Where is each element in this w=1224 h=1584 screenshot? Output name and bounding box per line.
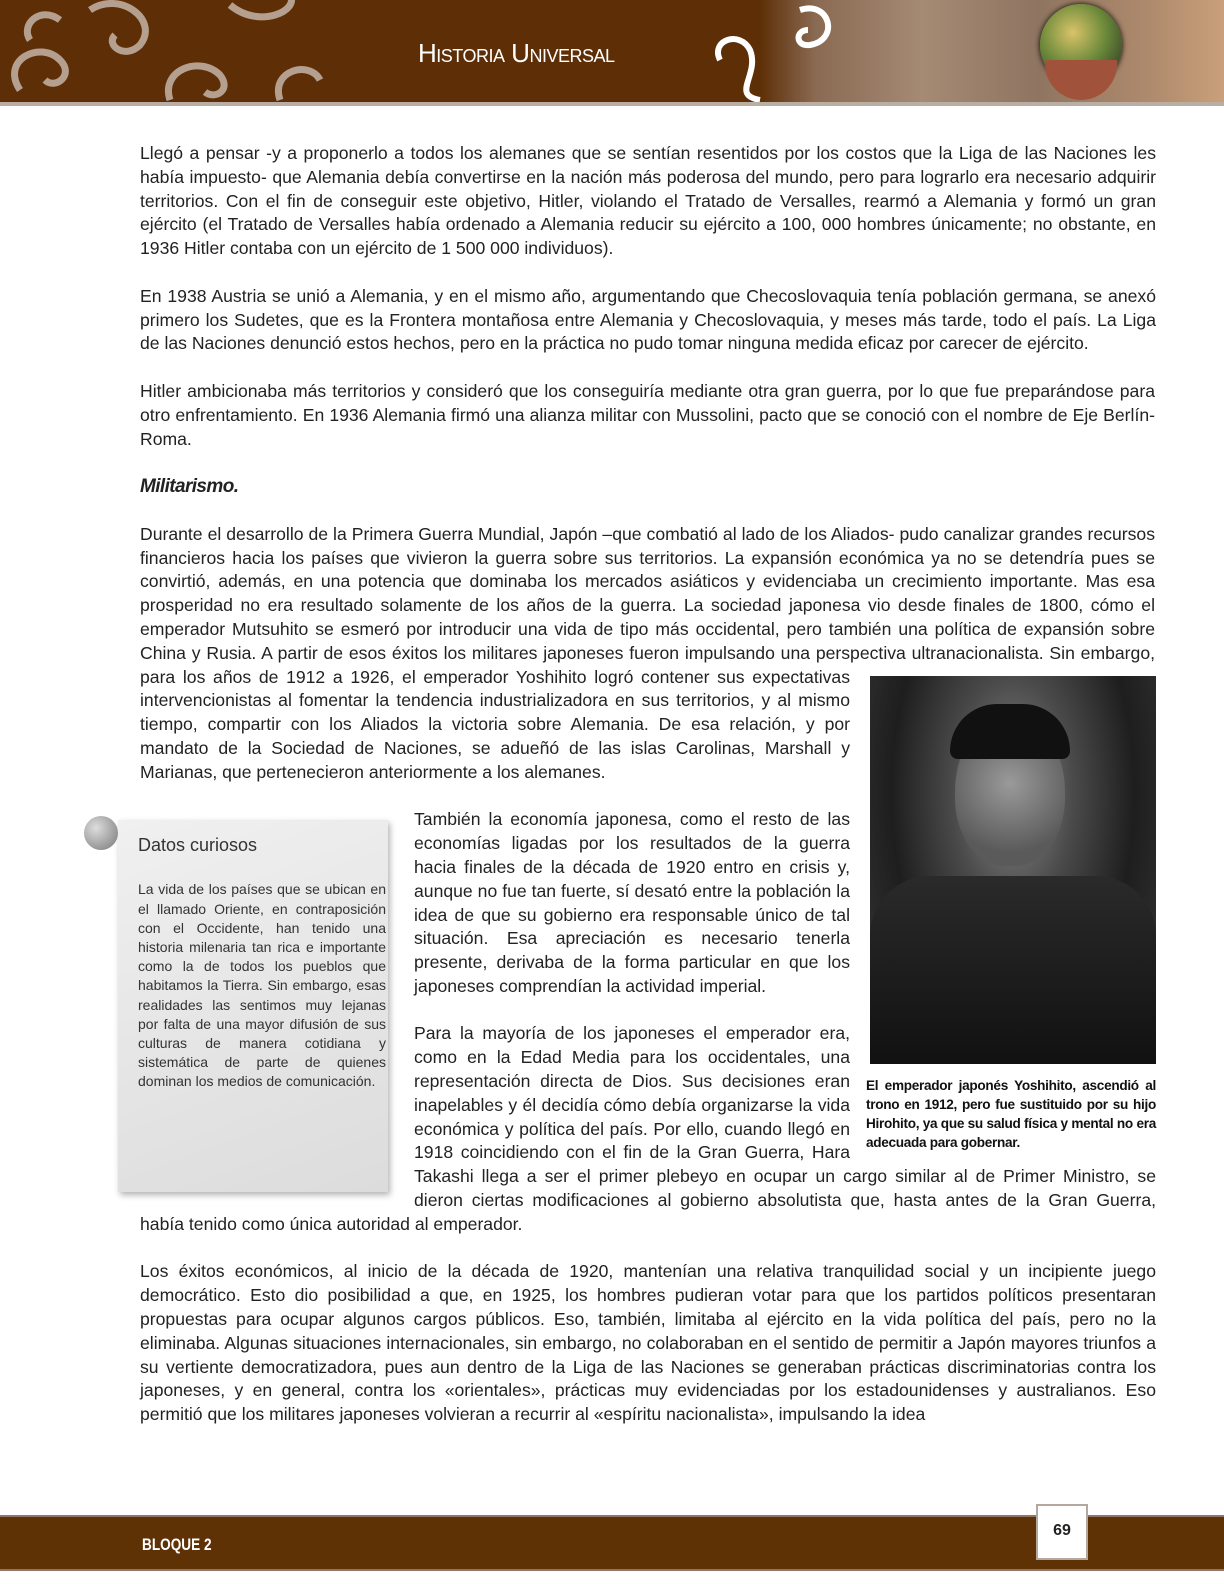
paragraph: En 1938 Austria se unió a Alemania, y en el mismo año, argumentando que Checoslovaquia tenía población germana, se anexó primero los Sudetes, que es la Frontera montañosa entre Alemania y Checoslovaquia, y meses más tarde, todo el país. La Liga de las Naciones denunció estos hechos, pero en la práctica no pudo tomar ninguna medida eficaz por carecer de ejército.	[140, 285, 1156, 354]
figure-caption: El emperador japonés Yoshihito, ascendió al trono en 1912, pero fue sustituido por su hijo Hirohito, ya que su salud física y mental no era adecuada para gobernar.	[866, 1077, 1156, 1150]
white-swirl-icon	[700, 0, 850, 102]
page-header	[0, 0, 1224, 106]
note-text: La vida de los países que se ubican en el llamado Oriente, en contraposición con el Occidente, han tenido una historia milenaria tan rica e importante como la de todos los pueblos que habitamos la Tierra. Sin embargo, esas realidades las sentimos muy lejanas por falta de una mayor difusión de sus culturas de manera cotidiana y sistemática de parte de quienes dominan los medios de comunicación.	[138, 881, 386, 1090]
paragraph: Llegó a pensar -y a proponerlo a todos los alemanes que se sentían resentidos por los costos que la Liga de las Naciones les había impuesto- que Alemania debía convertirse en la nación más poderosa del mundo, pero para lograrlo era necesario adquirir territorios. Con el fin de conseguir este objetivo, Hitler, violando el Tratado de Versalles, rearmó a Alemania y formó un gran ejército (el Tratado de Versalles había ordenado a Alemania reducir su ejército a 100, 000 hombres únicamente; no obstante, en 1936 Hitler contaba con un ejército de 1 500 000 individuos).	[140, 143, 1156, 259]
page-number: 69	[1036, 1504, 1088, 1560]
section-label: BLOQUE 2	[142, 1535, 212, 1554]
section-heading: Militarismo.	[140, 476, 239, 498]
page-content	[140, 142, 1156, 1451]
swirl-ornament-icon	[0, 0, 330, 102]
emperor-figure	[850, 676, 1156, 1152]
datos-curiosos-note	[110, 820, 414, 1192]
paragraph: Para la mayoría de los japoneses el emperador era, como en la Edad Media para los occidentales, una representación directa de Dios. Sus decisiones eran inapelables y él decidía cómo debía organizarse la vida económica y política del país. Por ello, cuando llegó en 1918 coincidiendo con el fin de la Gran Guerra, Hara Takashi llega a ser el primer plebeyo en ocupar un cargo similar al de Primer Ministro, se dieron ciertas modificaciones al gobierno absolutista que, hasta antes de la Gran Guerra, había tenido como única autoridad al emperador.	[140, 1023, 1156, 1234]
paragraph: Hitler ambicionaba más territorios y consideró que los conseguiría mediante otra gran guerra, por lo que fue preparándose para otro enfrentamiento. En 1936 Alemania firmó una alianza militar con Mussolini, pacto que se conoció con el nombre de Eje Berlín-Roma.	[140, 380, 1155, 449]
note-title: Datos curiosos	[138, 835, 258, 856]
paragraph: Durante el desarrollo de la Primera Guerra Mundial, Japón –que combatió al lado de los Aliados- pudo canalizar grandes recursos financieros hacia los países que vivieron la guerra sobre sus territorios. La expansión económica ya no se detendría pues se convirtió, además, en una potencia que dominaba los mercados asiáticos y evidenciaba un crecimiento importante. Mas esa prosperidad no era resultado solamente de los años de la guerra. La sociedad japonesa vio desde finales de 1800, cómo el emperador Mutsuhito se esmeró por introducir una vida de tipo más occidental, pero también una política de expansión sobre China y Rusia. A partir de esos éxitos los militares japoneses fueron impulsando una perspectiva ultranacionalista. Sin embargo, para los años de 1912 a 1926, el emperador Yoshihito logró contener sus expectativas intervencionistas al fomentar la tendencia industrializadora en sus territorios, y al mismo tiempo, compartir con los Aliados la victoria sobre Alemania. De esa relación, y por mandato de la Sociedad de Naciones, se adueñó de las islas Carolinas, Marshall y Marianas, que pertenecieron anteriormente a los alemanes.	[140, 523, 1155, 782]
paragraph: Los éxitos económicos, al inicio de la década de 1920, mantenían una relativa tranquilidad social y un incipiente juego democrático. Esto dio posibilidad a que, en 1925, los hombres pudieran votar para que los partidos políticos presentaran propuestas para ocupar algunos cargos públicos. Eso, también, limitaba al ejército en la vida política del país, pero no la eliminaba. Algunas situaciones internacionales, sin embargo, no colaboraban en el sentido de permitir a Japón mayores triunfos a su vertiente democratizadora, pues aun dentro de la Liga de las Naciones se generaban prácticas discriminatorias contra los japoneses, y en general, contra los «orientales», prácticas muy evidenciadas por los estadounidenses y australianos. Eso permitió que los militares japoneses volvieran a recurrir al «espíritu nacionalista», impulsando la idea	[140, 1261, 1156, 1425]
pushpin-icon	[84, 816, 118, 850]
emperor-portrait-photo	[870, 676, 1156, 1064]
book-title: Historia Universal	[418, 38, 615, 68]
paragraph: También la economía japonesa, como el resto de las economías ligadas por los resultados de la guerra hacia finales de la década de 1920 entro en crisis y, aunque no fue tan fuerte, sí desató entre la población la idea de que su gobierno era responsable único de tal situación. Esa apreciación es necesario tenerla presente, derivaba de la forma particular en que los japoneses comprendían la actividad imperial.	[414, 809, 850, 996]
